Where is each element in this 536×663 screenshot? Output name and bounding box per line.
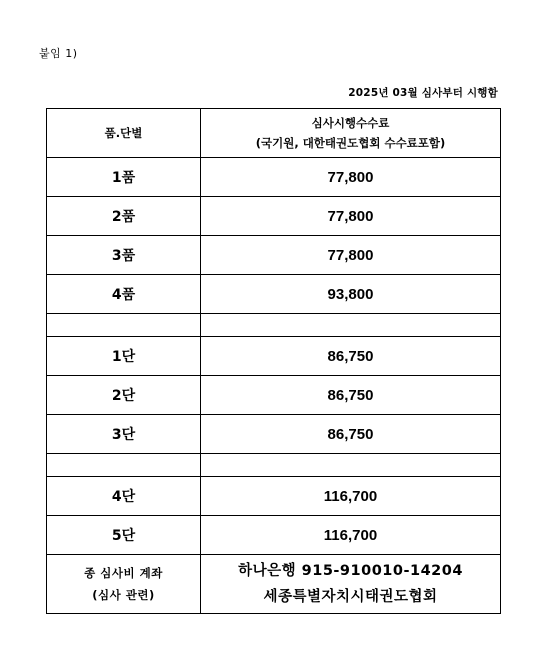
account-label-cell: [47, 555, 201, 614]
account-holder: 세종특별자치시태권도협회: [263, 589, 438, 605]
fee-cell: [201, 454, 501, 477]
spacer-row: [47, 454, 501, 477]
attachment-label: 붙임 1): [39, 47, 78, 60]
table-row: [47, 376, 501, 415]
header-fee: [201, 109, 501, 158]
table-row: [47, 415, 501, 454]
fee-cell: 116,700: [201, 477, 501, 516]
grade-cell: 5단: [47, 516, 201, 555]
account-row: [47, 555, 501, 614]
fee-cell: 93,800: [201, 275, 501, 314]
table-row: [47, 236, 501, 275]
header-grade: 품.단별: [47, 109, 201, 158]
table-row: [47, 275, 501, 314]
fee-cell: 77,800: [201, 158, 501, 197]
effective-date-note: 2025년 03월 심사부터 시행함: [348, 87, 498, 99]
grade-cell: 4단: [47, 477, 201, 516]
account-info-cell: [201, 555, 501, 614]
spacer-row: [47, 314, 501, 337]
grade-cell: 2품: [47, 197, 201, 236]
header-fee-note: (국기원, 대한태권도협회 수수료포함): [255, 136, 446, 150]
grade-cell: 3품: [47, 236, 201, 275]
fee-table: [46, 108, 501, 614]
fee-cell: 86,750: [201, 415, 501, 454]
header-fee-title: 심사시행수수료: [311, 116, 390, 130]
grade-cell: 3단: [47, 415, 201, 454]
grade-cell: 1품: [47, 158, 201, 197]
fee-cell: 86,750: [201, 376, 501, 415]
account-label: 종 심사비 계좌: [84, 566, 163, 580]
table-row: [47, 477, 501, 516]
grade-cell: 4품: [47, 275, 201, 314]
fee-cell: 77,800: [201, 236, 501, 275]
fee-cell: 77,800: [201, 197, 501, 236]
grade-cell: [47, 314, 201, 337]
grade-cell: 1단: [47, 337, 201, 376]
fee-cell: [201, 314, 501, 337]
fee-cell: 86,750: [201, 337, 501, 376]
table-row: [47, 337, 501, 376]
table-header-row: [47, 109, 501, 158]
table-row: [47, 158, 501, 197]
fee-cell: 116,700: [201, 516, 501, 555]
table-row: [47, 516, 501, 555]
bank-account-number: 하나은행 915-910010-14204: [238, 563, 463, 579]
table-row: [47, 197, 501, 236]
grade-cell: 2단: [47, 376, 201, 415]
grade-cell: [47, 454, 201, 477]
account-label-note: (심사 관련): [92, 588, 155, 602]
